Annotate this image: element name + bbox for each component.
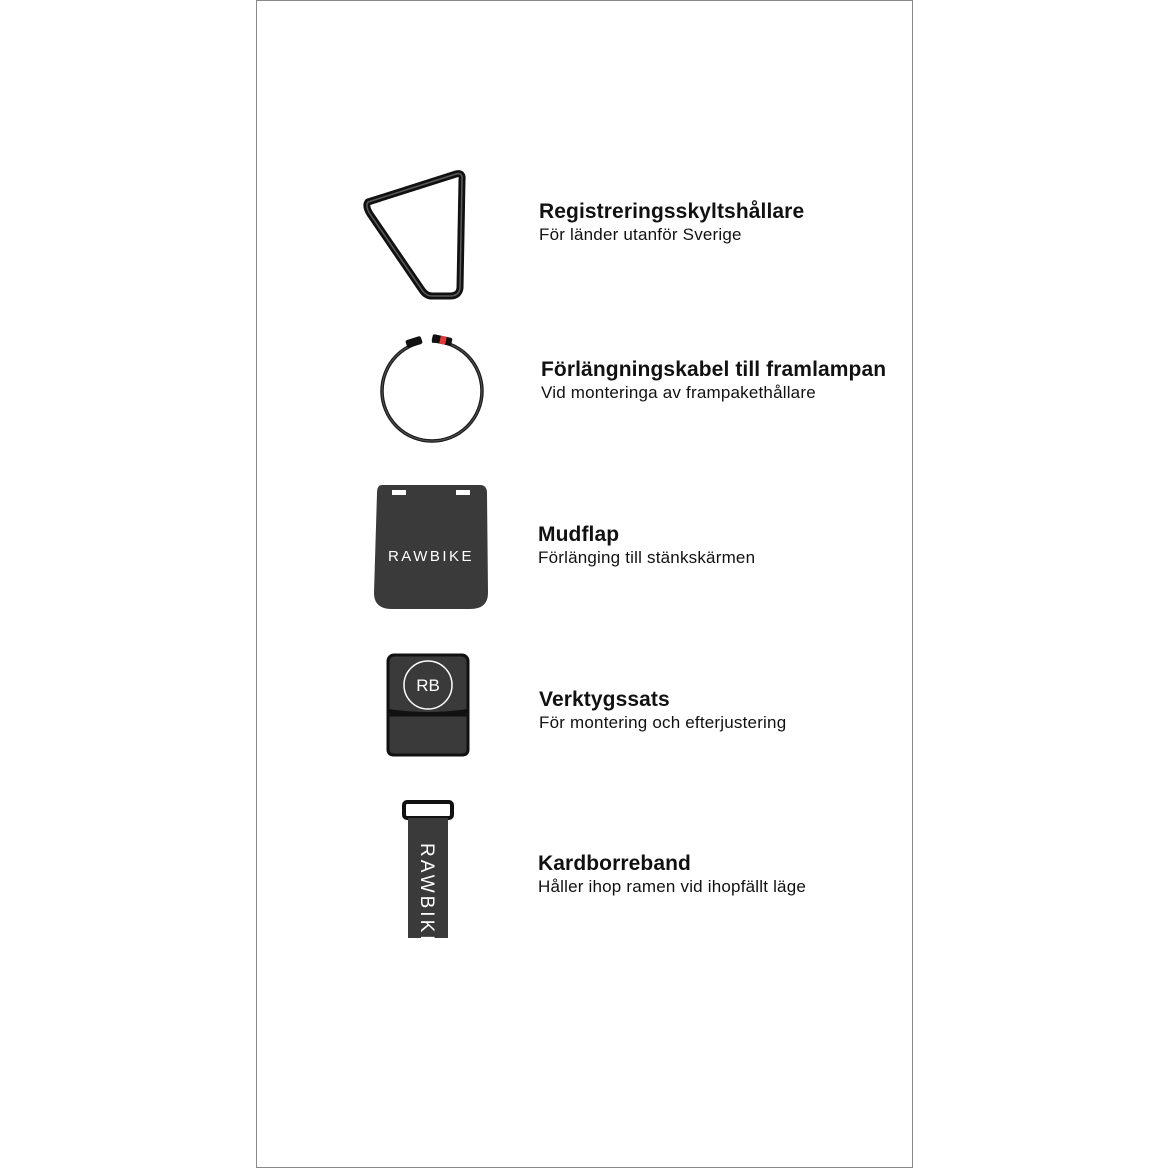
- item-title: Registreringsskyltshållare: [539, 200, 805, 223]
- accessory-panel: [256, 0, 913, 1168]
- item-tool-kit: [539, 688, 786, 734]
- strap-print: RAWBIKE: [416, 843, 437, 941]
- item-subtitle: Håller ihop ramen vid ihopfällt läge: [538, 877, 807, 896]
- item-extension-cable: [541, 358, 886, 404]
- license-plate-holder-icon: [360, 168, 470, 303]
- tool-kit-pouch-icon: [385, 653, 471, 757]
- item-title: Mudflap: [538, 523, 620, 546]
- item-subtitle: Förlänging till stänkskärmen: [538, 548, 756, 567]
- item-subtitle: Vid monteringa av frampakethållare: [541, 383, 816, 402]
- mudflap-icon: [370, 481, 492, 611]
- item-subtitle: För montering och efterjustering: [539, 713, 787, 732]
- item-title: Förlängningskabel till framlampan: [541, 358, 887, 381]
- mudflap-print: RAWBIKE: [387, 548, 475, 565]
- item-mudflap: [538, 523, 755, 569]
- extension-cable-icon: [372, 328, 492, 446]
- item-velcro-strap: [538, 852, 806, 898]
- velcro-strap-icon: [400, 799, 456, 941]
- item-license-plate-holder: [539, 200, 804, 246]
- item-subtitle: För länder utanför Sverige: [539, 225, 742, 244]
- pouch-logo-letters: RB: [416, 676, 440, 695]
- item-title: Verktygssats: [539, 688, 670, 711]
- item-title: Kardborreband: [538, 852, 691, 875]
